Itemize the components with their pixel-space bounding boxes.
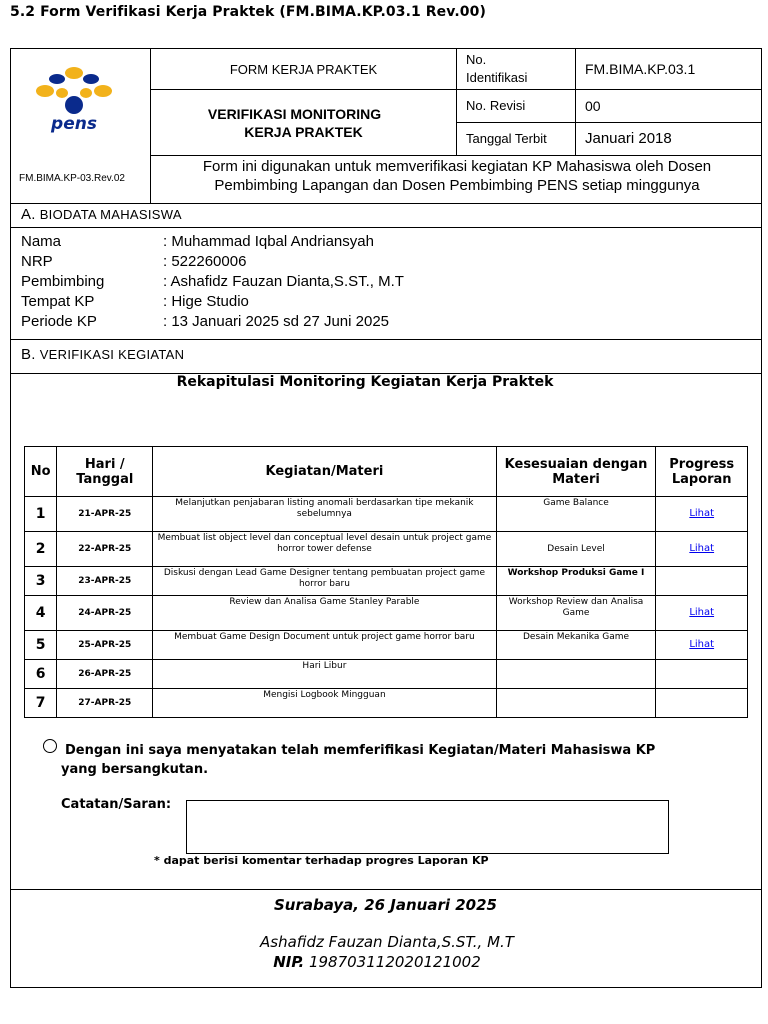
id-value: FM.BIMA.KP.03.1 (585, 61, 696, 77)
row-progress (656, 497, 748, 532)
field-nrp-label: NRP (21, 253, 53, 270)
section-b-title: VERIFIKASI KEGIATAN (39, 347, 185, 362)
progress-link[interactable]: Lihat (689, 508, 715, 519)
form-description (151, 157, 763, 195)
declaration-radio[interactable] (43, 739, 57, 753)
row-match: Workshop Review dan Analisa Game (496, 596, 656, 631)
id-label (466, 51, 527, 87)
col-activity: Kegiatan/Materi (153, 447, 496, 497)
table-row (25, 497, 748, 532)
row-activity: Mengisi Logbook Mingguan (153, 689, 496, 718)
row-date: 22-APR-25 (57, 532, 153, 567)
table-header-row (25, 447, 748, 497)
notes-footnote: * dapat berisi komentar terhadap progres Laporan KP (154, 854, 489, 867)
row-no: 4 (25, 596, 57, 631)
nip-value: 198703112020121002 (308, 953, 481, 971)
form-title-line1: VERIFIKASI MONITORING (207, 106, 382, 122)
id-label-line2: Identifikasi (466, 70, 528, 85)
form-title-line2: KERJA PRAKTEK (244, 124, 363, 140)
col-date: Hari / Tanggal (57, 447, 153, 497)
row-date: 24-APR-25 (57, 596, 153, 631)
row-progress (656, 660, 748, 689)
row-progress (656, 567, 748, 596)
notes-label: Catatan/Saran: (61, 797, 172, 812)
field-name-value: : Muhammad Iqbal Andriansyah (163, 233, 374, 250)
form-kind: FORM KERJA PRAKTEK (229, 61, 378, 77)
description-line1: Form ini digunakan untuk memverifikasi kegiatan KP Mahasiswa oleh Dosen (202, 158, 712, 175)
row-activity: Membuat list object level dan conceptual level desain untuk project game horror tower defense (153, 532, 496, 567)
field-supervisor-value: : Ashafidz Fauzan Dianta,S.ST., M.T (163, 273, 404, 290)
table-row (25, 631, 748, 660)
progress-link[interactable]: Lihat (689, 607, 715, 618)
col-progress: Progress Laporan (656, 447, 748, 497)
signature-place-date: Surabaya, 26 Januari 2025 (273, 896, 497, 914)
field-supervisor-label: Pembimbing (21, 273, 105, 290)
row-date: 25-APR-25 (57, 631, 153, 660)
declaration-line2: yang bersangkutan. (61, 762, 209, 777)
table-row (25, 596, 748, 631)
id-label-line1: No. (466, 52, 487, 67)
nip-label: NIP. (273, 953, 305, 971)
section-a-letter: A. (21, 206, 36, 223)
section-b-letter: B. (21, 346, 36, 363)
row-match: Workshop Produksi Game I (496, 567, 656, 596)
pens-logo-icon (31, 61, 117, 135)
col-no: No (25, 447, 57, 497)
form-title (151, 105, 456, 141)
rev-label: No. Revisi (466, 98, 526, 113)
progress-link[interactable]: Lihat (689, 543, 715, 554)
row-no: 2 (25, 532, 57, 567)
table-row (25, 567, 748, 596)
progress-link[interactable]: Lihat (689, 639, 715, 650)
field-place-label: Tempat KP (21, 293, 95, 310)
date-label: Tanggal Terbit (466, 131, 547, 146)
table-row (25, 532, 748, 567)
table-row (25, 660, 748, 689)
row-date: 21-APR-25 (57, 497, 153, 532)
table-row (25, 689, 748, 718)
description-line2: Pembimbing Lapangan dan Dosen Pembimbing PENS setiap minggunya (214, 177, 700, 194)
row-no: 3 (25, 567, 57, 596)
row-activity: Melanjutkan penjabaran listing anomali berdasarkan tipe mekanik sebelumnya (153, 497, 496, 532)
row-activity: Hari Libur (153, 660, 496, 689)
declaration-text (61, 741, 656, 779)
row-activity: Review dan Analisa Game Stanley Parable (153, 596, 496, 631)
date-value: Januari 2018 (585, 130, 672, 147)
section-a-title: BIODATA MAHASISWA (39, 207, 182, 222)
section-b-header (21, 346, 184, 363)
section-a-header (21, 206, 182, 223)
row-activity: Diskusi dengan Lead Game Designer tentang pembuatan project game horror baru (153, 567, 496, 596)
col-match: Kesesuaian dengan Materi (496, 447, 656, 497)
row-match (496, 689, 656, 718)
declaration-line1: Dengan ini saya menyatakan telah memferifikasi Kegiatan/Materi Mahasiswa KP (65, 743, 656, 758)
row-no: 6 (25, 660, 57, 689)
field-nrp-value: : 522260006 (163, 253, 247, 270)
field-period-label: Periode KP (21, 313, 97, 330)
row-date: 26-APR-25 (57, 660, 153, 689)
row-match: Desain Level (496, 532, 656, 567)
row-no: 1 (25, 497, 57, 532)
pens-logo (31, 61, 117, 135)
row-no: 5 (25, 631, 57, 660)
field-place-value: : Hige Studio (163, 293, 249, 310)
signature-name: Ashafidz Fauzan Dianta,S.ST., M.T (260, 933, 514, 951)
field-name-label: Nama (21, 233, 62, 250)
logo-wordmark: pens (51, 114, 97, 134)
row-match: Game Balance (496, 497, 656, 532)
notes-field[interactable] (186, 800, 669, 854)
signature-nip (11, 953, 763, 971)
row-activity: Membuat Game Design Document untuk project game horror baru (153, 631, 496, 660)
row-no: 7 (25, 689, 57, 718)
table-title: Rekapitulasi Monitoring Kegiatan Kerja Praktek (176, 374, 554, 390)
row-progress (656, 689, 748, 718)
row-match: Desain Mekanika Game (496, 631, 656, 660)
row-date: 23-APR-25 (57, 567, 153, 596)
form-code-small: FM.BIMA.KP-03.Rev.02 (19, 173, 125, 184)
page-heading: 5.2 Form Verifikasi Kerja Praktek (FM.BIMA.KP.03.1 Rev.00) (10, 4, 486, 20)
row-date: 27-APR-25 (57, 689, 153, 718)
row-progress (656, 596, 748, 631)
verification-form (10, 48, 762, 988)
field-period-value: : 13 Januari 2025 sd 27 Juni 2025 (163, 313, 390, 330)
rev-value: 00 (585, 97, 601, 114)
row-match (496, 660, 656, 689)
activity-table (24, 446, 748, 718)
row-progress (656, 532, 748, 567)
row-progress (656, 631, 748, 660)
